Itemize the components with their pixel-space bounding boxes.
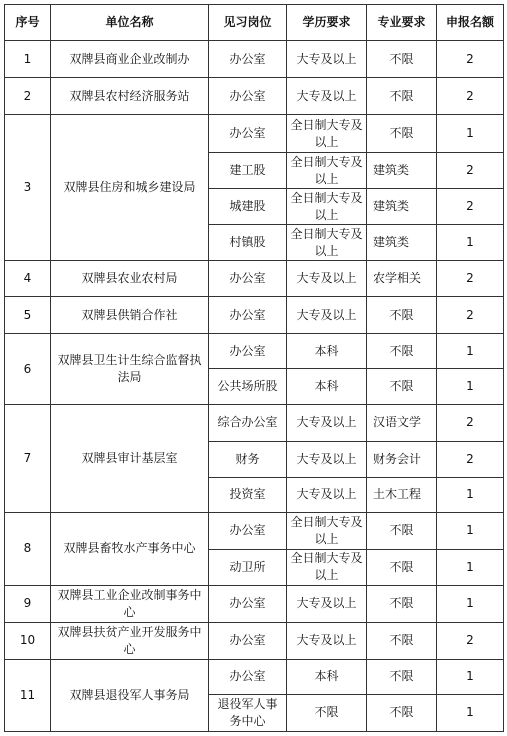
row-number: 1 [5, 41, 51, 78]
education-requirement: 本科 [287, 369, 367, 405]
row-number: 11 [5, 659, 51, 731]
unit-name: 双牌县扶贫产业开发服务中心 [51, 622, 209, 659]
education-requirement: 大专及以上 [287, 78, 367, 115]
post-name: 办公室 [209, 622, 287, 659]
quota-count: 1 [437, 512, 504, 549]
header-post: 见习岗位 [209, 5, 287, 41]
header-no: 序号 [5, 5, 51, 41]
header-row [5, 5, 504, 41]
unit-name: 双牌县商业企业改制办 [51, 41, 209, 78]
table-row [5, 622, 504, 659]
table-row [5, 405, 504, 441]
internship-positions-table [4, 4, 504, 732]
header-unit-name: 单位名称 [51, 5, 209, 41]
education-requirement: 本科 [287, 334, 367, 369]
major-requirement: 不限 [367, 41, 437, 78]
row-number: 10 [5, 622, 51, 659]
post-name: 办公室 [209, 334, 287, 369]
table-body [5, 41, 504, 732]
education-requirement: 不限 [287, 694, 367, 731]
major-requirement: 不限 [367, 334, 437, 369]
quota-count: 2 [437, 189, 504, 225]
header-education: 学历要求 [287, 5, 367, 41]
post-name: 村镇股 [209, 225, 287, 261]
row-number: 6 [5, 334, 51, 405]
education-requirement: 大专及以上 [287, 405, 367, 441]
row-number: 8 [5, 512, 51, 585]
education-requirement: 大专及以上 [287, 622, 367, 659]
major-requirement: 建筑类 [367, 153, 437, 189]
unit-name: 双牌县农业农村局 [51, 261, 209, 297]
major-requirement: 建筑类 [367, 189, 437, 225]
quota-count: 1 [437, 694, 504, 731]
row-number: 9 [5, 585, 51, 622]
major-requirement: 财务会计 [367, 441, 437, 477]
education-requirement: 全日制大专及以上 [287, 115, 367, 153]
row-number: 7 [5, 405, 51, 512]
education-requirement: 大专及以上 [287, 297, 367, 334]
major-requirement: 不限 [367, 115, 437, 153]
row-number: 2 [5, 78, 51, 115]
post-name: 办公室 [209, 585, 287, 622]
post-name: 办公室 [209, 512, 287, 549]
table-row [5, 115, 504, 153]
quota-count: 1 [437, 549, 504, 585]
major-requirement: 农学相关 [367, 261, 437, 297]
row-number: 5 [5, 297, 51, 334]
education-requirement: 全日制大专及以上 [287, 512, 367, 549]
major-requirement: 不限 [367, 659, 437, 694]
education-requirement: 大专及以上 [287, 585, 367, 622]
education-requirement: 大专及以上 [287, 261, 367, 297]
post-name: 办公室 [209, 261, 287, 297]
quota-count: 1 [437, 477, 504, 512]
quota-count: 2 [437, 622, 504, 659]
unit-name: 双牌县畜牧水产事务中心 [51, 512, 209, 585]
quota-count: 2 [437, 297, 504, 334]
unit-name: 双牌县农村经济服务站 [51, 78, 209, 115]
quota-count: 2 [437, 441, 504, 477]
unit-name: 双牌县退役军人事务局 [51, 659, 209, 731]
table-row [5, 261, 504, 297]
post-name: 办公室 [209, 41, 287, 78]
unit-name: 双牌县审计基层室 [51, 405, 209, 512]
quota-count: 1 [437, 585, 504, 622]
quota-count: 2 [437, 78, 504, 115]
major-requirement: 不限 [367, 78, 437, 115]
quota-count: 1 [437, 225, 504, 261]
post-name: 综合办公室 [209, 405, 287, 441]
post-name: 建工股 [209, 153, 287, 189]
unit-name: 双牌县供销合作社 [51, 297, 209, 334]
major-requirement: 不限 [367, 694, 437, 731]
post-name: 退役军人事务中心 [209, 694, 287, 731]
major-requirement: 不限 [367, 585, 437, 622]
major-requirement: 土木工程 [367, 477, 437, 512]
education-requirement: 全日制大专及以上 [287, 189, 367, 225]
header-major: 专业要求 [367, 5, 437, 41]
major-requirement: 不限 [367, 512, 437, 549]
education-requirement: 大专及以上 [287, 477, 367, 512]
table-row [5, 78, 504, 115]
quota-count: 2 [437, 261, 504, 297]
post-name: 动卫所 [209, 549, 287, 585]
row-number: 4 [5, 261, 51, 297]
major-requirement: 建筑类 [367, 225, 437, 261]
major-requirement: 不限 [367, 297, 437, 334]
table-row [5, 297, 504, 334]
education-requirement: 全日制大专及以上 [287, 225, 367, 261]
unit-name: 双牌县住房和城乡建设局 [51, 115, 209, 261]
major-requirement: 不限 [367, 549, 437, 585]
row-number: 3 [5, 115, 51, 261]
quota-count: 1 [437, 334, 504, 369]
table-row [5, 334, 504, 369]
table-row [5, 585, 504, 622]
education-requirement: 大专及以上 [287, 441, 367, 477]
post-name: 城建股 [209, 189, 287, 225]
quota-count: 2 [437, 153, 504, 189]
quota-count: 1 [437, 659, 504, 694]
unit-name: 双牌县卫生计生综合监督执法局 [51, 334, 209, 405]
post-name: 办公室 [209, 659, 287, 694]
table-row [5, 41, 504, 78]
post-name: 投资室 [209, 477, 287, 512]
education-requirement: 大专及以上 [287, 41, 367, 78]
quota-count: 1 [437, 369, 504, 405]
post-name: 公共场所股 [209, 369, 287, 405]
quota-count: 1 [437, 115, 504, 153]
post-name: 办公室 [209, 115, 287, 153]
unit-name: 双牌县工业企业改制事务中心 [51, 585, 209, 622]
major-requirement: 汉语文学 [367, 405, 437, 441]
major-requirement: 不限 [367, 369, 437, 405]
quota-count: 2 [437, 41, 504, 78]
education-requirement: 全日制大专及以上 [287, 549, 367, 585]
major-requirement: 不限 [367, 622, 437, 659]
post-name: 办公室 [209, 297, 287, 334]
education-requirement: 全日制大专及以上 [287, 153, 367, 189]
header-quota: 申报名额 [437, 5, 504, 41]
post-name: 财务 [209, 441, 287, 477]
education-requirement: 本科 [287, 659, 367, 694]
table-row [5, 659, 504, 694]
table-row [5, 512, 504, 549]
quota-count: 2 [437, 405, 504, 441]
post-name: 办公室 [209, 78, 287, 115]
